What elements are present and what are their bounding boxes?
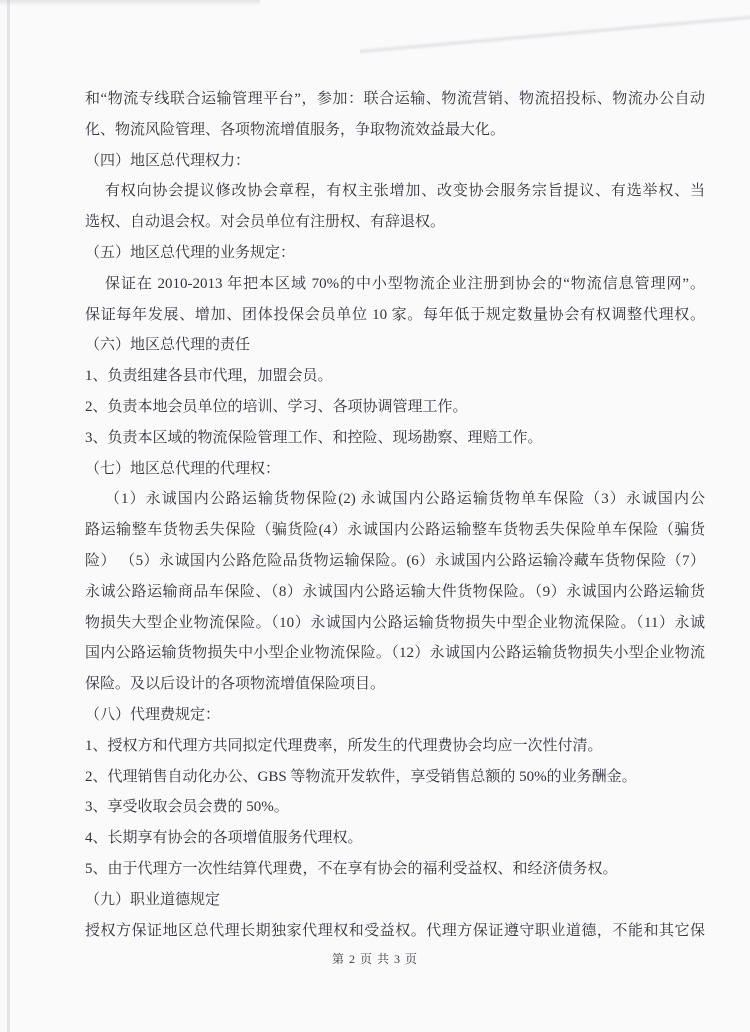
text-line: （1）永诚国内公路运输货物保险(2) 永诚国内公路运输货物单车保险（3）永诚国内公 xyxy=(105,491,705,508)
text-line: 保证在 2010-2013 年把本区域 70%的中小型物流企业注册到协会的“物流信息管理网”。 xyxy=(105,275,705,292)
text-line: 和“物流专线联合运输管理平台”，参加：联合运输、物流营销、物流招投标、物流办公自动 xyxy=(85,91,705,107)
text-line: 险） （5）永诚国内公路危险品货物运输保险。(6）永诚国内公路运输冷藏车货物保险（7） xyxy=(85,552,705,569)
text-line: 国内公路运输货物损失中小型企业物流保险。（12）永诚国内公路运输货物损失小型企业物流 xyxy=(85,645,705,662)
text-line: 路运输整车货物丢失保险（骗货险(4）永诚国内公路运输整车货物丢失保险单车保险（骗货 xyxy=(85,522,705,539)
text-line: 保证每年发展、增加、团体投保会员单位 10 家。每年低于规定数量协会有权调整代理权。 xyxy=(85,306,705,323)
section-heading: （四）地区总代理权力： xyxy=(85,152,251,169)
list-item: 1、负责组建各县市代理，加盟会员。 xyxy=(85,368,333,385)
text-line: 有权向协会提议修改协会章程，有权主张增加、改变协会服务宗旨提议、有选举权、当 xyxy=(105,183,705,200)
list-item: 5、由于代理方一次性结算代理费，不在享有协会的福利受益权、和经济债务权。 xyxy=(85,860,618,877)
text-line: 保险。及以后设计的各项物流增值保险项目。 xyxy=(85,676,386,693)
section-heading: （七）地区总代理的代理权： xyxy=(85,460,281,477)
text-line: 物损失大型企业物流保险。（10）永诚国内公路运输货物损失中型企业物流保险。（11）永诚 xyxy=(85,614,705,631)
text-line: 永诚公路运输商品车保险、（8）永诚国内公路运输大件货物保险。（9）永诚国内公路运输货 xyxy=(85,583,705,600)
scan-crease xyxy=(360,8,750,60)
list-item: 3、负责本区域的物流保险管理工作、和控险、现场勘察、理赔工作。 xyxy=(85,429,543,446)
scan-top-shade xyxy=(0,0,260,6)
text-line: 授权方保证地区总代理长期独家代理权和受益权。代理方保证遵守职业道德，不能和其它保 xyxy=(85,922,705,939)
list-item: 4、长期享有协会的各项增值服务代理权。 xyxy=(85,830,363,847)
text-line: 选权、自动退会权。对会员单位有注册权、有辞退权。 xyxy=(85,214,446,231)
page-number-footer: 第 2 页 共 3 页 xyxy=(331,952,418,966)
list-item: 1、授权方和代理方共同拟定代理费率，所发生的代理费协会均应一次性付清。 xyxy=(85,737,603,754)
list-item: 2、代理销售自动化办公、GBS 等物流开发软件，享受销售总额的 50%的业务酬金。 xyxy=(85,768,637,785)
section-heading: （五）地区总代理的业务规定： xyxy=(85,244,296,261)
section-heading: （八）代理费规定： xyxy=(85,706,221,723)
text-line: 化、物流风险管理、各项物流增值服务，争取物流效益最大化。 xyxy=(85,121,506,138)
document-text xyxy=(85,84,705,946)
list-item: 2、负责本地会员单位的培训、学习、各项协调管理工作。 xyxy=(85,398,468,415)
section-heading: （六）地区总代理的责任 xyxy=(85,337,251,354)
scan-left-edge xyxy=(7,0,10,1032)
list-item: 3、享受收取会员会费的 50%。 xyxy=(85,799,289,816)
section-heading: （九）职业道德规定 xyxy=(85,891,221,908)
